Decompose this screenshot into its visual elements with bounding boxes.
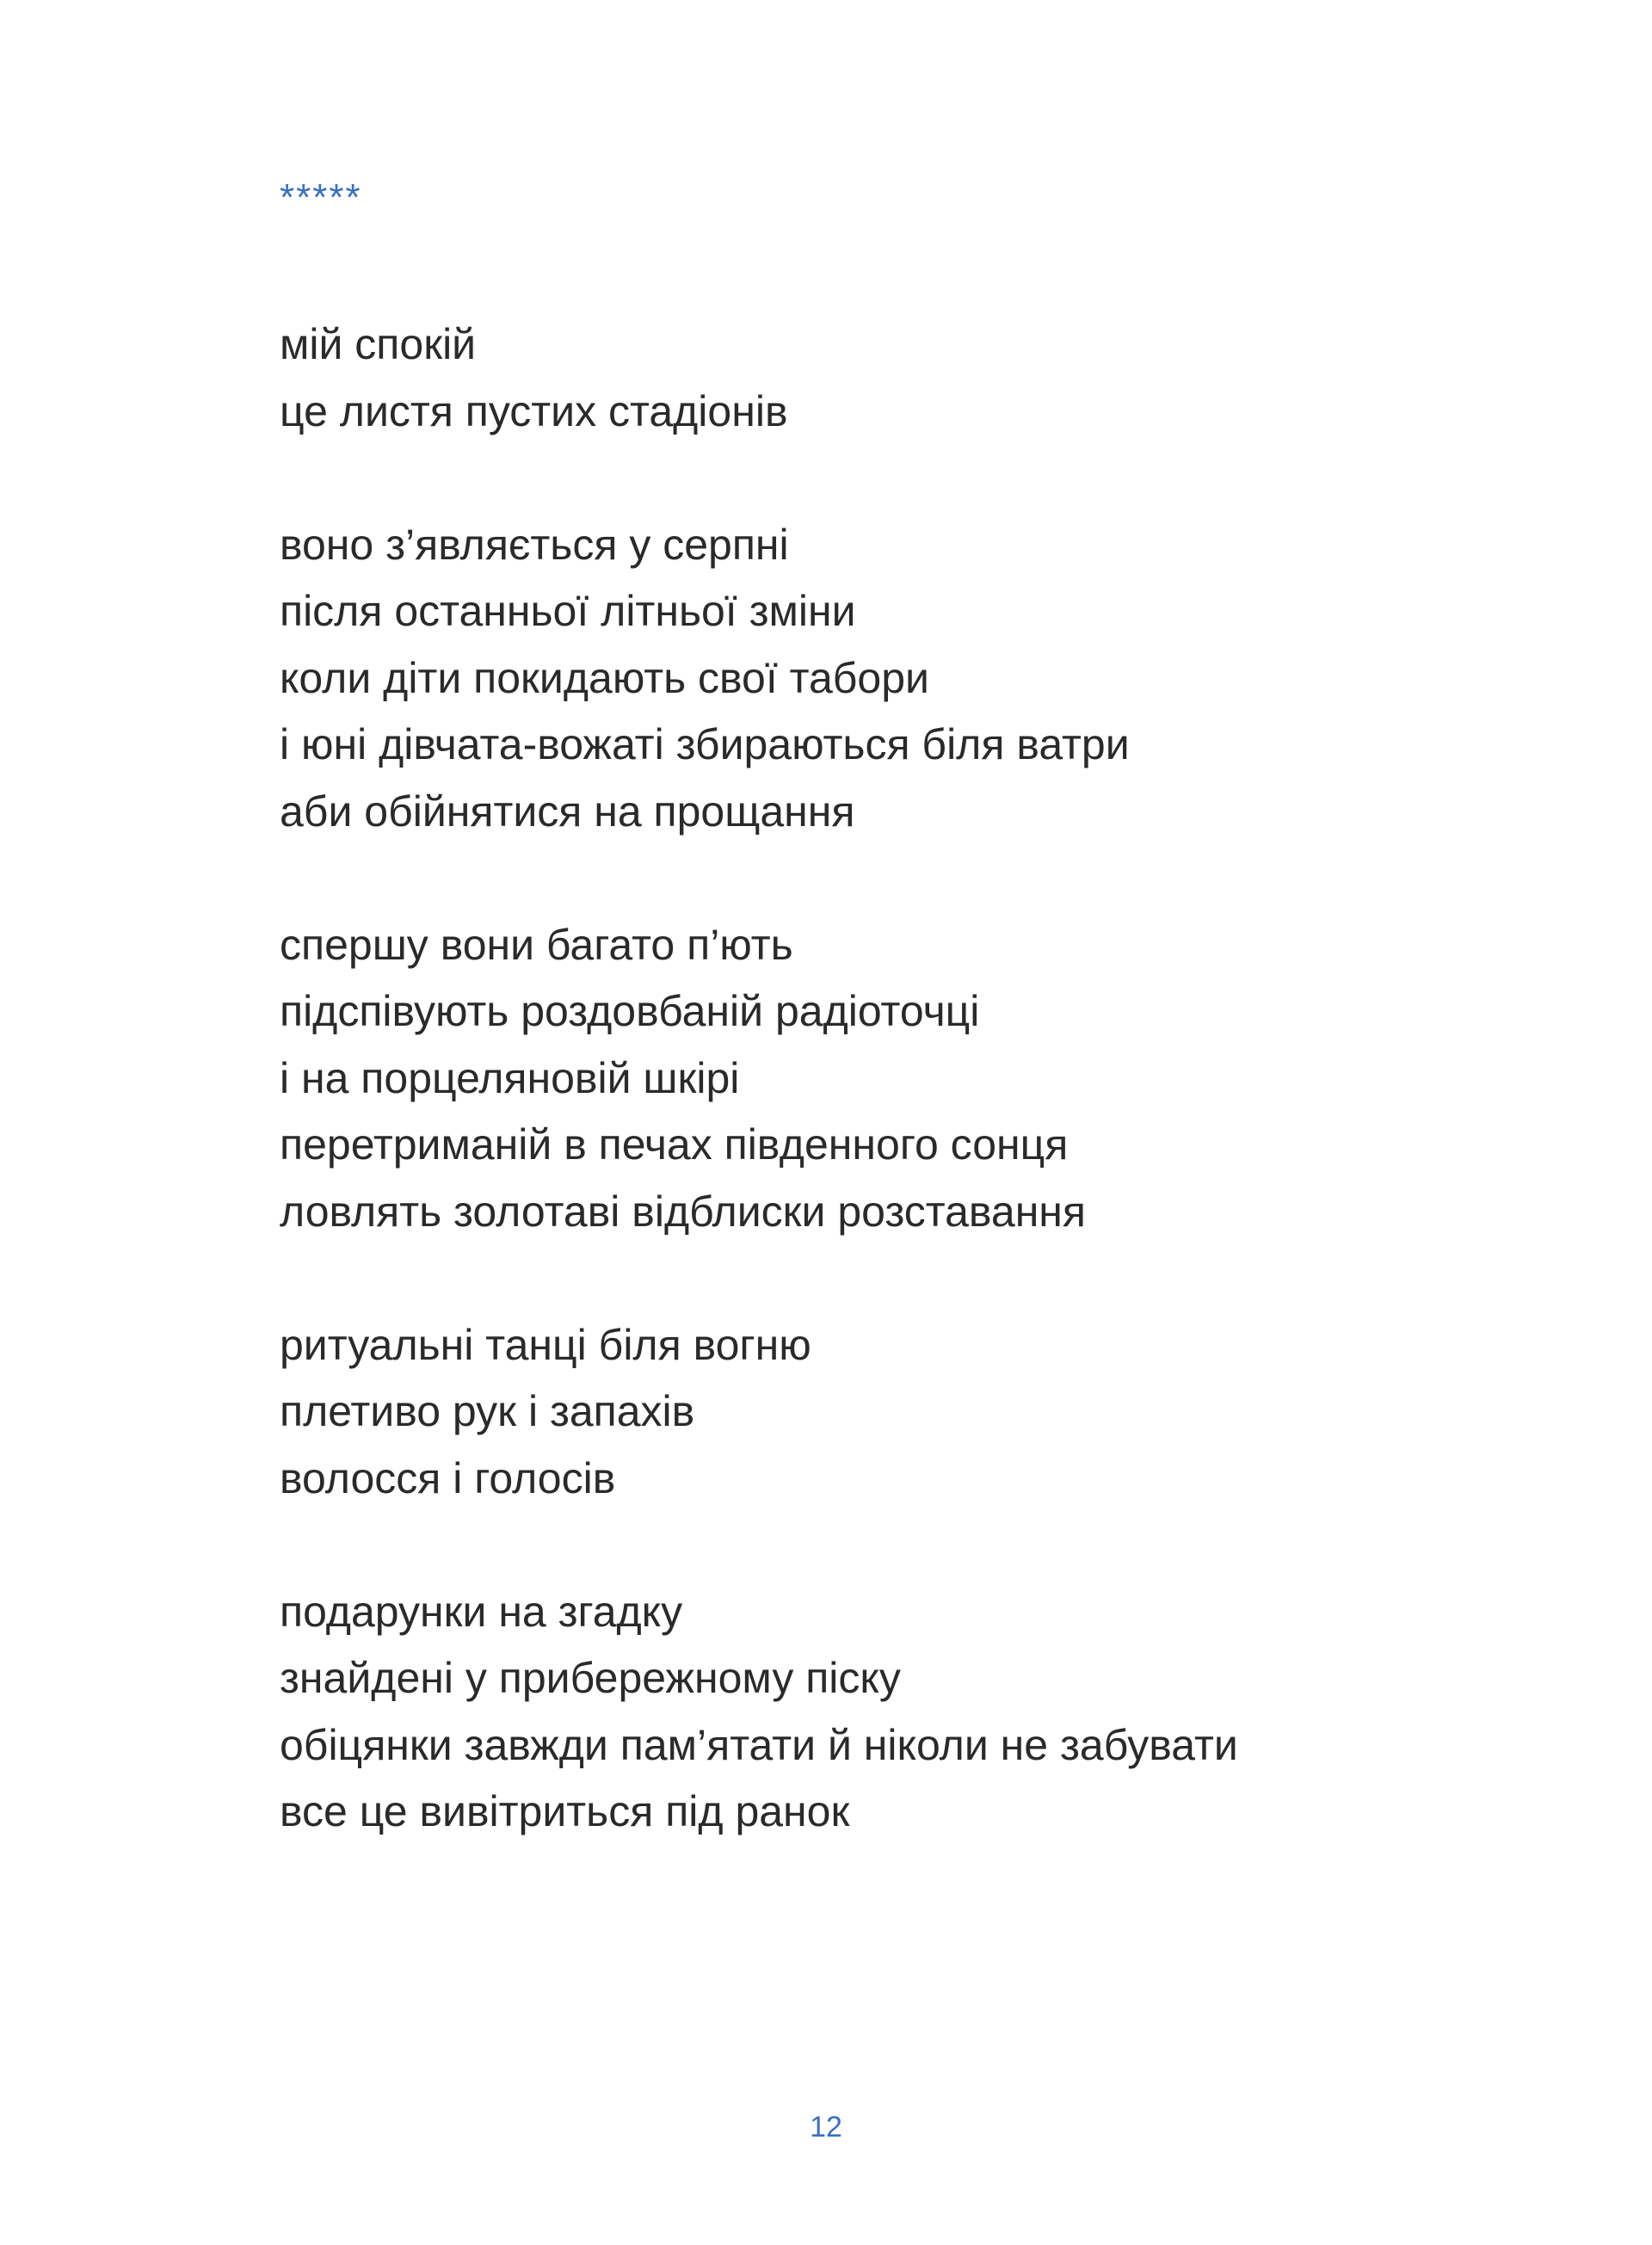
poem-line: і юні дівчата-вожаті збираються біля ватри xyxy=(280,720,1130,768)
poem-line: все це вивітриться під ранок xyxy=(280,1787,850,1835)
poem-line: після останньої літньої зміни xyxy=(280,587,856,635)
stanza xyxy=(280,1579,1570,1846)
poem-line: подарунки на згадку xyxy=(280,1587,683,1636)
poem-line: мій спокій xyxy=(280,320,477,368)
poem-line: підспівують роздовбаній радіоточці xyxy=(280,987,980,1035)
poem-line: знайдені у прибережному піску xyxy=(280,1654,901,1702)
poem-line: воно з’являється у серпні xyxy=(280,520,789,569)
poem-line: волосся і голосів xyxy=(280,1453,616,1502)
poem-line: перетриманій в печах південного сонця xyxy=(280,1120,1069,1169)
stanza xyxy=(280,1312,1570,1513)
poem-line: ловлять золотаві відблиски розставання xyxy=(280,1187,1086,1236)
poem-line: і на порцеляновій шкірі xyxy=(280,1053,740,1102)
poem-body xyxy=(280,311,1570,1846)
poem-line: це листя пустих стадіонів xyxy=(280,386,788,435)
page-number: 12 xyxy=(810,2111,842,2143)
poem-line: обіцянки завжди пам’ятати й ніколи не забувати xyxy=(280,1720,1238,1769)
poem-line: коли діти покидають свої табори xyxy=(280,653,929,702)
stanza xyxy=(280,311,1570,445)
section-separator: ***** xyxy=(280,176,362,219)
poem-line: спершу вони багато п’ють xyxy=(280,920,793,969)
poem-line: плетиво рук і запахів xyxy=(280,1387,695,1435)
poem-line: ритуальні танці біля вогню xyxy=(280,1320,811,1369)
stanza xyxy=(280,912,1570,1246)
poem-line: аби обійнятися на прощання xyxy=(280,786,855,836)
stanza xyxy=(280,512,1570,846)
